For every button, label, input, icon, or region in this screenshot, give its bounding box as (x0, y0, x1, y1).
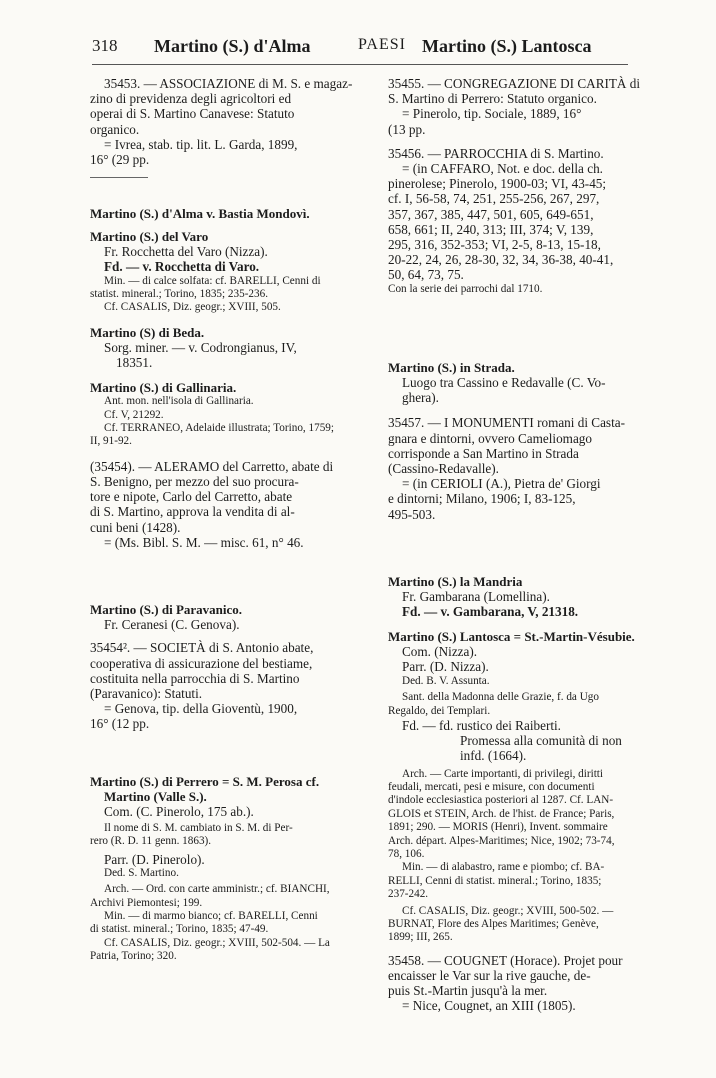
text-line: Martino (Valle S.). (104, 788, 207, 804)
text-line: 1891; 290. — MORIS (Henri), Invent. sommaire (388, 821, 608, 834)
text-line: = Pinerolo, tip. Sociale, 1889, 16° (402, 106, 582, 122)
text-line: Promessa alla comunità di non (460, 733, 622, 749)
entry-paravanico (90, 602, 372, 632)
text-line: e dintorni; Milano, 1906; I, 83-125, (388, 491, 576, 507)
text-line: = Nice, Cougnet, an XIII (1805). (402, 998, 576, 1014)
text-line: 1899; III, 265. (388, 931, 453, 944)
text-line: Il nome di S. M. cambiato in S. M. di Per- (104, 821, 293, 834)
text-line: 357, 367, 385, 447, 501, 605, 649-651, (388, 206, 594, 222)
entry-35454 (90, 459, 372, 550)
entry-35453 (90, 76, 372, 167)
text-line: zino di previdenza degli agricoltori ed (90, 91, 292, 107)
text-line: Min. — di marmo bianco; cf. BARELLI, Cenni (104, 909, 318, 922)
text-line: Sant. della Madonna delle Grazie, f. da Ugo (402, 691, 599, 704)
text-line: Min. — di alabastro, rame e piombo; cf. BA- (402, 861, 605, 874)
right-column (388, 72, 670, 1014)
text-line: Fr. Ceranesi (C. Genova). (104, 617, 240, 633)
text-line: Fr. Rocchetta del Varo (Nizza). (104, 244, 268, 260)
text-line: rero (R. D. 11 genn. 1863). (90, 835, 212, 848)
text-line: Martino (S.) Lantosca = St.-Martin-Vésubie. (388, 629, 635, 645)
text-line: 35456. — PARROCCHIA di S. Martino. (388, 145, 604, 161)
text-line: Martino (S) di Beda. (90, 324, 205, 340)
entry-strada (388, 360, 670, 405)
entry-35454-2 (90, 640, 372, 731)
text-line: 495-503. (388, 506, 436, 522)
text-line: Fd. — fd. rustico dei Raiberti. (402, 717, 561, 733)
text-line: cuni beni (1428). (90, 519, 181, 535)
text-line: Com. (Nizza). (402, 644, 478, 660)
text-line: II, 91-92. (90, 435, 132, 448)
text-line: 658, 661; II, 240, 313; III, 374; V, 139, (388, 221, 594, 237)
text-line: Martino (S.) del Varo (90, 229, 209, 245)
text-line: Arch. départ. Alpes-Maritimes; Nice, 1902; 73-74, (388, 834, 615, 847)
text-line: (35454). — ALERAMO del Carretto, abate di (90, 458, 334, 474)
text-line: d'indole ecclesiastica posteriori al 1287. Cf. LAN- (388, 794, 614, 807)
text-line: S. Benigno, per mezzo del suo procura- (90, 474, 299, 490)
text-line: 35458. — COUGNET (Horace). Projet pour (388, 952, 623, 968)
text-line: 50, 64, 73, 75. (388, 267, 464, 283)
text-line: 18351. (116, 355, 153, 371)
entry-lantosca (388, 629, 670, 763)
text-line: Martino (S.) in Strada. (388, 360, 515, 376)
text-line: statist. mineral.; Torino, 1835; 235-236. (90, 288, 268, 301)
text-line: 16° (12 pp. (90, 716, 150, 732)
text-line: BURNAT, Flore des Alpes Maritimes; Genève, (388, 917, 599, 930)
text-line: 78, 106. (388, 847, 425, 860)
text-line: Ant. mon. nell'isola di Gallinaria. (104, 395, 254, 408)
text-line: di statist. mineral.; Torino, 1835; 47-49. (90, 923, 269, 936)
text-line: di S. Martino, approva la vendita di al- (90, 504, 295, 520)
text-line: pinerolese; Pinerolo, 1900-03; VI, 43-45; (388, 176, 607, 192)
text-line: operai di S. Martino Canavese: Statuto (90, 106, 295, 122)
text-line: Fd. — v. Rocchetta di Varo. (104, 259, 260, 275)
text-line: Martino (S.) di Perrero = S. M. Perosa cf. (90, 773, 320, 789)
entry-perrero (90, 774, 372, 964)
text-line: Sorg. miner. — v. Codrongianus, IV, (104, 339, 297, 355)
text-line: organico. (90, 121, 140, 137)
text-line: 35453. — ASSOCIAZIONE di M. S. e magaz- (104, 76, 353, 91)
text-line: = (Ms. Bibl. S. M. — misc. 61, n° 46. (104, 534, 304, 550)
text-line: gnara e dintorni, ovvero Cameliomago (388, 430, 592, 446)
entry-35458 (388, 953, 670, 1014)
text-line: Arch. — Ord. con carte amministr.; cf. BIANCHI, (104, 883, 330, 896)
text-line: infd. (1664). (460, 748, 527, 764)
text-line: Martino (S.) di Gallinaria. (90, 380, 237, 396)
text-line: Cf. CASALIS, Diz. geogr.; XVIII, 505. (104, 301, 281, 314)
header-rule (92, 64, 628, 65)
text-line: 16° (29 pp. (90, 152, 150, 168)
entry-35457 (388, 415, 670, 521)
text-line: (13 pp. (388, 121, 426, 137)
text-line: 35457. — I MONUMENTI romani di Casta- (388, 415, 625, 431)
text-line: puis St.-Martin jusqu'à la mer. (388, 983, 548, 999)
text-line: Cf. CASALIS, Diz. geogr.; XVIII, 500-502. — (402, 904, 614, 917)
text-line: = Genova, tip. della Gioventù, 1900, (104, 701, 298, 717)
text-line: 35455. — CONGREGAZIONE DI CARITÀ di (388, 76, 641, 91)
entry-varo (90, 229, 372, 315)
text-line: 295, 316, 352-353; VI, 2-5, 8-13, 15-18, (388, 237, 601, 253)
text-line: Cf. TERRANEO, Adelaide illustrata; Torino, 1759; (104, 422, 334, 435)
text-line: Regaldo, dei Templari. (388, 704, 491, 717)
text-line: = Ivrea, stab. tip. lit. L. Garda, 1899, (104, 136, 298, 152)
text-line: Parr. (D. Pinerolo). (104, 851, 205, 867)
text-line: Patria, Torino; 320. (90, 950, 177, 963)
text-line: cf. I, 56-58, 74, 251, 255-256, 267, 297, (388, 191, 600, 207)
text-line: 20-22, 24, 26, 28-30, 32, 34, 36-38, 40-41, (388, 252, 614, 268)
text-line: Ded. S. Martino. (104, 866, 179, 879)
heading-bastia: Martino (S.) d'Alma v. Bastia Mondovì. (90, 206, 310, 222)
page-number: 318 (92, 36, 118, 55)
text-line: costituita nella parrocchia di S. Martino (90, 670, 300, 686)
entry-35456 (388, 146, 670, 296)
text-line: Parr. (D. Nizza). (402, 659, 489, 675)
text-line: Luogo tra Cassino e Redavalle (C. Vo- (402, 375, 606, 391)
text-line: Martino (S.) la Mandria (388, 573, 523, 589)
text-line: corrisponde a San Martino in Strada (388, 445, 579, 461)
text-line: Con la serie dei parrochi dal 1710. (388, 282, 543, 295)
text-line: Min. — di calce solfata: cf. BARELLI, Cenni di (104, 274, 321, 287)
text-line: cooperativa di assicurazione del bestiame, (90, 655, 313, 671)
text-line: = (in CAFFARO, Not. e doc. della ch. (402, 161, 603, 177)
text-line: Fr. Gambarana (Lomellina). (402, 588, 550, 604)
text-line: Archivi Piemontesi; 199. (90, 896, 203, 909)
text-line: 35454². — SOCIETÀ di S. Antonio abate, (90, 640, 314, 656)
text-line: (Paravanico): Statuti. (90, 685, 203, 701)
text-line: = (in CERIOLI (A.), Pietra de' Giorgi (402, 476, 601, 492)
text-line: tore e nipote, Carlo del Carretto, abate (90, 489, 293, 505)
text-line: feudali, mercati, pesi e misure, con documenti (388, 780, 595, 793)
text-line: Com. (C. Pinerolo, 175 ab.). (104, 803, 254, 819)
entry-beda (90, 325, 372, 370)
text-line: encaisser le Var sur la rive gauche, de- (388, 968, 591, 983)
text-line: ghera). (402, 390, 439, 406)
header-left-title: Martino (S.) d'Alma (154, 36, 311, 56)
text-line: Cf. V, 21292. (104, 408, 164, 421)
text-line: GLOIS et STEIN, Arch. de l'hist. de France; Paris, (388, 807, 615, 820)
text-line: S. Martino di Perrero: Statuto organico. (388, 91, 597, 107)
entry-arch (388, 768, 670, 945)
entry-35455 (388, 76, 670, 137)
page-header (92, 36, 632, 64)
entry-gallinaria (90, 380, 372, 449)
text-line: Fd. — v. Gambarana, V, 21318. (402, 604, 579, 620)
text-line: Arch. — Carte importanti, di privilegi, diritti (402, 767, 604, 780)
header-section: PAESI (358, 36, 406, 53)
text-line: 237-242. (388, 888, 429, 901)
text-line: RELLI, Cenni di statist. mineral.; Torino, 1835; (388, 874, 602, 887)
text-line: Cf. CASALIS, Diz. geogr.; XVIII, 502-504. — La (104, 936, 330, 949)
text-line: Ded. B. V. Assunta. (402, 674, 490, 687)
text-line: Martino (S.) di Paravanico. (90, 602, 243, 618)
entry-mandria (388, 574, 670, 619)
header-right-title: Martino (S.) Lantosca (422, 36, 592, 56)
left-column (90, 72, 372, 964)
text-line: (Cassino-Redavalle). (388, 461, 499, 477)
